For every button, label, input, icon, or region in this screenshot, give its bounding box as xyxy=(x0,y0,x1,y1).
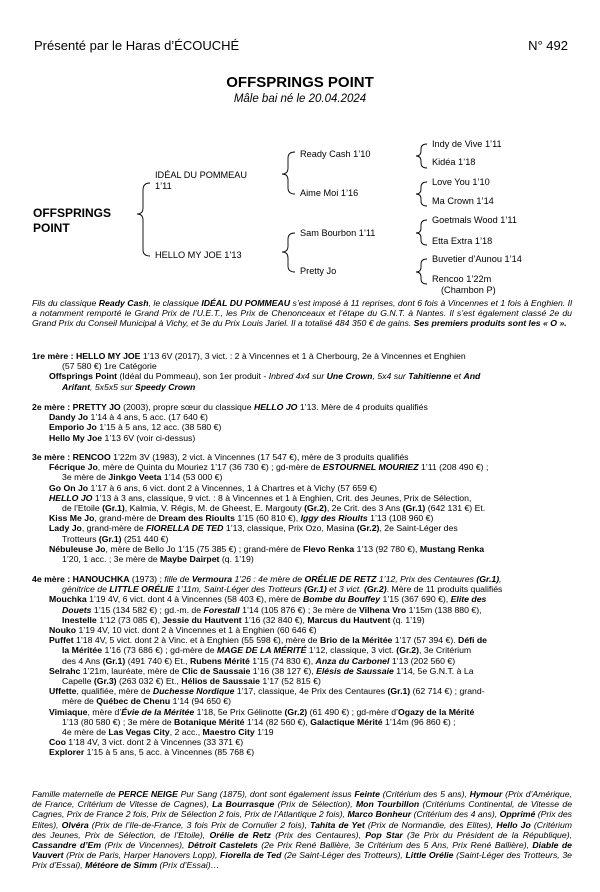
text-run: la Méritée xyxy=(62,645,103,656)
text-run: Anza du Carbonel xyxy=(315,655,390,666)
text-run: 1’13 (80 580 €) ; 3e mère de xyxy=(62,716,175,727)
produce-line xyxy=(32,493,572,503)
text-run: (251 440 €) xyxy=(121,533,169,544)
text-run: Mouchka xyxy=(49,594,87,605)
ss-dam: Kidéa 1’18 xyxy=(432,157,476,167)
text-run: , 2e Saint-Léger des xyxy=(379,523,458,534)
text-run: 1’19 4V, 10 vict. dont 2 à Vincennes et 1 à Enghien (60 646 €) xyxy=(76,625,317,636)
text-run: , 2e Crit. des 3 Ans xyxy=(326,503,403,514)
text-run: Hello My Joe xyxy=(49,432,103,443)
text-run: Ses premiers produits sont les « O ». xyxy=(413,318,567,329)
text-run: 1’21m, lauréate, mère de xyxy=(80,665,182,676)
text-run: Olvéra xyxy=(61,819,89,830)
text-run: 1’15m (138 880 €), xyxy=(406,604,482,615)
text-run: , mère de Quinta du Mouriez 1’17 (36 730 €) ; gd-mère de xyxy=(97,462,323,473)
text-run: Rubens Mérité xyxy=(190,655,250,666)
text-run: Maybe Dairpet xyxy=(160,554,220,565)
text-run: , qualifiée, mère de xyxy=(76,686,153,697)
sire-sire: Ready Cash 1’10 xyxy=(300,149,371,159)
text-run: et 3 vict. xyxy=(326,584,364,595)
text-run: (q. 1’19) xyxy=(219,554,254,565)
text-run: 1’11 (208 490 €) ; xyxy=(418,462,489,473)
horse-name-line2: POINT xyxy=(33,221,70,235)
dd-dam-note: (Chambon P) xyxy=(441,284,496,295)
dam-heading-line xyxy=(32,402,572,412)
text-run: (Gr.2) xyxy=(356,523,380,534)
text-run: Emporio Jo xyxy=(49,422,97,433)
text-run: 1’12, classique, 3 vict. xyxy=(306,645,397,656)
horse-subtitle: Mâle bai né le 20.04.2024 xyxy=(233,93,367,105)
text-run: 1’14, 5e G.N.T. à La xyxy=(393,665,474,676)
text-run: 1’22m 3V (1983), 2 vict. à Vincennes (17 547 €), mère de 3 produits qualifiés xyxy=(110,452,409,462)
produce-line xyxy=(32,717,572,727)
produce-line xyxy=(32,707,572,717)
text-run: Ogazy de la Mérité xyxy=(398,706,475,717)
text-run: 1’18 4V, 5 vict. dont 2 à Vinc. et à Enghien (55 598 €), mère de xyxy=(73,635,320,646)
text-run: Iggy des Rioults xyxy=(300,513,368,524)
text-run: (Prix de Paris, Harper Hanovers Lopp), xyxy=(63,850,221,861)
text-run: Vimiaque xyxy=(49,706,88,717)
text-run: Hello Jo xyxy=(496,819,531,830)
text-run: 1’13 6V (voir ci-dessus) xyxy=(102,432,196,443)
produce-line xyxy=(32,462,572,472)
text-run: 1’14 (105 876 €) ; 3e mère de xyxy=(239,604,360,615)
produce-line xyxy=(32,737,572,747)
text-run: (Gr.2) xyxy=(284,706,308,717)
text-run: (Gr.2) xyxy=(304,503,327,514)
text-run: Opprimé xyxy=(499,809,536,820)
text-run: Douets xyxy=(62,604,92,615)
text-run: Selrahc xyxy=(49,665,81,676)
text-run: Fécrique Jo xyxy=(49,462,98,473)
text-run: 1’13 à 3 ans, classique, 9 vict. : 8 à Vincennes et 1 à Enghien, Crit. des Jeunes, Prix de Sélection, xyxy=(92,492,472,503)
text-run: 1’13 (108 960 €) xyxy=(367,513,434,524)
text-run: Jessie du Hautvent xyxy=(162,614,242,625)
text-run: Dandy Jo xyxy=(49,412,89,423)
text-run: Ready Cash xyxy=(98,298,149,308)
text-run: Diable de Vauvert xyxy=(32,840,572,861)
text-run: 1’16 (32 840 €), xyxy=(241,614,308,625)
produce-line xyxy=(32,412,572,422)
pedigree-chart xyxy=(0,0,600,300)
produce-line xyxy=(32,544,572,554)
text-run: Go On Jo xyxy=(49,482,89,493)
text-run: Capelle xyxy=(62,676,94,687)
text-run: Une Crown xyxy=(326,371,373,382)
text-run: Bombe du Bouffey xyxy=(303,594,381,605)
produce-line xyxy=(32,696,572,706)
text-run: HELLO JO xyxy=(49,492,93,503)
text-run: s’est imposé à 11 reprises, dont 6 fois à Vincennes et 1 fois à Enghien. Il a notamment remporté le Grand Prix de l’U.E.T., les Prix de Chenonceaux et l’étape du G.N.T. à Nantes. Il s’est également classé 2e du Grand Prix du Conseil Municipal à Vichy, et 3e du Prix Louis Jariel. Il a totalisé 484 350 € de gains. xyxy=(32,298,573,329)
text-run: (Gr.1) xyxy=(476,574,500,584)
dam-sire: Sam Bourbon 1’11 xyxy=(300,228,376,238)
sire xyxy=(155,170,247,191)
text-run: 4e mère : HANOUCHKA xyxy=(32,574,130,584)
text-run: La Bourrasque xyxy=(212,799,275,810)
dam: HELLO MY JOE 1’13 xyxy=(155,250,242,260)
text-run: Elite des xyxy=(450,594,487,605)
text-run: (2003), propre sœur du classique xyxy=(120,402,254,412)
produce-line xyxy=(32,645,572,655)
text-run: (Gr.2) xyxy=(396,645,419,656)
produce-line xyxy=(32,727,572,737)
text-run: (491 740 €) Et., xyxy=(125,655,190,666)
produce-line xyxy=(32,686,572,696)
text-run: Fiorella de Ted xyxy=(220,850,282,861)
text-run: Tahitienne xyxy=(408,371,452,382)
produce-line xyxy=(32,433,572,443)
second-dam-section xyxy=(32,402,572,443)
text-run: (Gr.1) xyxy=(102,503,125,514)
produce-line xyxy=(32,513,572,523)
text-run: , grand-mère de xyxy=(81,523,147,534)
text-run: 3e mère : RENCOO xyxy=(32,452,111,462)
presenter-label: Présenté par le Haras d’ÉCOUCHÉ xyxy=(34,38,240,53)
text-run: Orélie de Retz xyxy=(209,829,272,840)
text-run: 1’14m (96 860 €) ; xyxy=(382,716,456,727)
text-run: Kiss Me Jo xyxy=(49,513,95,524)
text-run: 1’13 6V (2017), 3 vict. : 2 à Vincennes et 1 à Cherbourg, 2e à Vincennes et Enghien xyxy=(140,351,466,361)
maternal-family-paragraph xyxy=(32,789,572,871)
text-run: (Prix d’Essai)… xyxy=(157,860,220,871)
dd-sire: Buvetier d’Aunou 1’14 xyxy=(432,254,522,264)
pedigree-horse-name xyxy=(33,206,111,236)
text-run: (2e Prix René Ballière, 3e Critérium des 5 Ans, Prix René Ballière), xyxy=(257,840,533,851)
produce-line xyxy=(32,523,572,533)
dd-dam xyxy=(432,274,496,295)
text-run: , xyxy=(499,574,502,584)
text-run: 1’12, Prix des Centaures xyxy=(376,574,477,584)
text-run: (62 714 €) ; grand- xyxy=(410,686,485,697)
text-run: Elésis de Saussaie xyxy=(316,665,394,676)
dd-dam-name: Rencoo 1’22m xyxy=(432,274,492,284)
text-run: Inbred 4x4 sur xyxy=(268,371,327,382)
text-run: Forestall xyxy=(203,604,240,615)
produce-line xyxy=(32,676,572,686)
text-run: 1’26 : 4e mère de xyxy=(232,574,305,584)
text-run: Brio de la Méritée xyxy=(319,635,393,646)
text-run: et xyxy=(451,371,464,382)
sd-dam: Ma Crown 1’14 xyxy=(432,196,494,206)
text-run: 4e mère de xyxy=(62,727,109,738)
text-run: 1’17 (57 394 €). xyxy=(392,635,459,646)
text-run: FIORELLA DE TED xyxy=(146,523,224,534)
text-run: And xyxy=(463,371,481,382)
text-run: , 2 acc., xyxy=(169,727,203,738)
text-run: 1’11m, Saint-Léger des Trotteurs xyxy=(173,584,305,595)
text-run: ORÉLIE DE RETZ xyxy=(304,574,377,584)
text-run: (Critérium des Jeunes, Prix de Sélection, de l’Etoile), xyxy=(32,819,573,840)
text-run: (Gr.1) xyxy=(402,503,426,514)
text-run: Flevo Renka xyxy=(303,543,355,554)
produce-line xyxy=(32,666,572,676)
text-run: des 4 Ans xyxy=(62,655,103,666)
produce-line xyxy=(32,503,572,513)
intro-paragraph xyxy=(32,298,572,329)
text-run: mère de xyxy=(62,696,97,707)
text-run: (61 490 €) ; gd-mère d’ xyxy=(307,706,398,717)
text-run: 1’13 (202 560 €) xyxy=(389,655,456,666)
horse-title: OFFSPRINGS POINT xyxy=(226,74,374,91)
text-run: 3e mère de xyxy=(62,472,109,483)
text-run: 1’20, 1 acc. ; 3e mère de xyxy=(62,554,161,565)
text-run: LITTLE ORÉLIE xyxy=(109,584,174,595)
text-run: Dream des Rioults xyxy=(158,513,235,524)
produce-line xyxy=(32,422,572,432)
text-run: , mère de Bello Jo 1’15 (75 385 €) ; grand-mère de xyxy=(105,543,304,554)
text-run: HELLO JO xyxy=(253,402,298,412)
text-run: 2e mère : PRETTY JO xyxy=(32,402,121,412)
text-run: Jinkgo Veeta xyxy=(108,472,162,483)
text-run: 1’15 à 5 ans, 12 acc. (38 580 €) xyxy=(96,422,222,433)
text-run: (Prix des Centaures), xyxy=(271,829,366,840)
text-run: Maestro City xyxy=(202,727,255,738)
text-run: Botanique Mérité xyxy=(174,716,245,727)
produce-line xyxy=(32,554,572,564)
text-run: 1’19 4V, 6 vict. dont 4 à Vincennes (58 403 €), mère de xyxy=(86,594,304,605)
sire-name: IDÉAL DU POMMEAU xyxy=(155,170,248,180)
text-run: (Prix de Vincennes), xyxy=(101,840,188,851)
dam-heading-line xyxy=(32,452,572,462)
text-run: (3e Prix du Président de la République), xyxy=(402,829,573,840)
produce-line xyxy=(32,635,572,645)
text-run: (Gr.3) xyxy=(93,676,117,687)
ds-sire: Goetmals Wood 1’11 xyxy=(432,215,517,225)
text-run: 1’15 (60 810 €), xyxy=(234,513,301,524)
ss-sire: Indy de Vive 1’11 xyxy=(432,139,502,149)
text-run: (642 131 €) Et. xyxy=(425,503,486,514)
text-run: (Saint-Léger des Trotteurs, 3e Prix d’Essai), xyxy=(32,850,572,871)
produce-line xyxy=(32,483,572,493)
text-run: . Mère de 11 produits qualifiés xyxy=(386,584,503,595)
produce-line xyxy=(32,656,572,666)
text-run: Marcus du Hautvent xyxy=(307,614,391,625)
produce-line xyxy=(32,747,572,757)
text-run: Clic de Saussaie xyxy=(181,665,251,676)
text-run: Inestelle xyxy=(62,614,97,625)
third-dam-section xyxy=(32,452,572,564)
text-run: Mon Tourbillon xyxy=(355,799,420,810)
text-run: (Gr.1) xyxy=(387,686,411,697)
text-run: (57 580 €) 1re Catégorie xyxy=(62,361,157,372)
text-run: Mustang Renka xyxy=(419,543,485,554)
text-run: Famille maternelle de xyxy=(32,789,119,799)
text-run: PERCE NEIGE xyxy=(118,789,178,799)
text-run: (1973) ; xyxy=(129,574,165,584)
text-run: 1’18, 5e Prix Gélinotte xyxy=(194,706,285,717)
text-run: 1’14 (82 560 €), xyxy=(244,716,311,727)
text-run: génitrice de xyxy=(62,584,110,595)
text-run: 1’13. Mère de 4 produits qualifiés xyxy=(297,402,428,412)
text-run: 1’15 à 5 ans, 5 acc. à Vincennes (85 768 €) xyxy=(84,747,255,758)
text-run: (Prix de Normandie, des Elites), xyxy=(364,819,497,830)
text-run: , 3e Critérium xyxy=(419,645,472,656)
dam-dam: Pretty Jo xyxy=(300,266,337,276)
produce-line xyxy=(32,615,572,625)
text-run: Tahita de Yet xyxy=(310,819,365,830)
text-run: 1’19 xyxy=(254,727,274,738)
text-run: Lady Jo xyxy=(49,523,82,534)
text-run: Speedy Crown xyxy=(134,381,196,392)
text-run: Cassandre d’Em xyxy=(32,840,102,851)
text-run: 1’17 (52 815 €) xyxy=(260,676,321,687)
produce-line xyxy=(32,371,572,381)
text-run: IDÉAL DU POMMEAU xyxy=(201,298,291,308)
text-run: (Prix de l’Ile-de-France, 3 fois Prix de Cornulier 2 fois), xyxy=(88,819,311,830)
text-run: Uffette xyxy=(49,686,77,697)
lot-number: N° 492 xyxy=(528,38,568,53)
text-run: Pop Star xyxy=(365,829,403,840)
text-run: 1’13, classique, Prix Ozo, Masina xyxy=(223,523,357,534)
text-run: (Critériums Continental, de Vitesse de Cagnes, Prix de France 2 fois, Prix de Sélection 2 fois, Prix de l’Atlantique 2 fois), xyxy=(32,799,573,820)
text-run: Duchesse Nordique xyxy=(152,686,235,697)
text-run: (Critérium des 5 ans), xyxy=(379,789,470,799)
sire-record: 1’11 xyxy=(155,180,172,191)
text-run: Nouko xyxy=(49,625,77,636)
ds-dam: Etta Extra 1’18 xyxy=(432,236,493,246)
text-run: (2e Saint-Léger des Trotteurs), xyxy=(281,850,406,861)
text-run: Détroit Castelets xyxy=(187,840,258,851)
text-run: 1’14 (94 650 €) xyxy=(170,696,232,707)
text-run: Vilhena Vro xyxy=(359,604,407,615)
text-run: 1’15 (367 690 €), xyxy=(380,594,451,605)
text-run: , le classique xyxy=(148,298,202,308)
fourth-dam-section xyxy=(32,574,572,758)
text-run: , grand-mère de xyxy=(94,513,159,524)
text-run: (Prix des Elites), xyxy=(32,809,572,830)
text-run: Feinte xyxy=(354,789,380,799)
text-run: MAGE DE LA MÉRITÉ xyxy=(217,645,307,656)
dam-heading-line xyxy=(32,351,572,361)
text-run: , mère d’ xyxy=(87,706,122,717)
produce-line xyxy=(32,625,572,635)
text-run: 1’14 à 4 ans, 5 acc. (17 640 €) xyxy=(88,412,208,423)
produce-line xyxy=(32,594,572,604)
produce-line xyxy=(32,361,572,371)
text-run: Défi de xyxy=(458,635,488,646)
produce-line xyxy=(32,382,572,392)
text-run: (Prix de Sélection), xyxy=(274,799,356,810)
produce-line xyxy=(32,605,572,615)
sire-dam: Aime Moi 1’16 xyxy=(300,188,359,198)
text-run: Coo xyxy=(49,737,66,748)
text-run: (Gr.1) xyxy=(98,533,122,544)
text-run: Galactique Mérité xyxy=(310,716,383,727)
text-run: (Gr.1) xyxy=(102,655,126,666)
first-dam-section xyxy=(32,351,572,392)
text-run: 1’13 (92 780 €), xyxy=(354,543,420,554)
text-run: 1’12 (73 085 €), xyxy=(96,614,163,625)
text-run: Pur Sang (1875), dont sont également issus xyxy=(177,789,355,799)
text-run: Offsprings Point xyxy=(49,371,118,382)
text-run: fille de xyxy=(164,574,192,584)
text-run: (Gr.2) xyxy=(363,584,387,595)
text-run: Puffet xyxy=(49,635,74,646)
text-run: 1’18 4V, 3 vict. dont 2 à Vincennes (33 371 €) xyxy=(65,737,244,748)
text-run: Hymour xyxy=(469,789,503,799)
horse-name-line1: OFFSPRINGS xyxy=(33,206,112,220)
text-run: 1’17 à 6 ans, 6 vict. dont 2 à Vincennes, 1 à Chartres et à Vichy (57 659 €) xyxy=(88,482,378,493)
sd-sire: Love You 1’10 xyxy=(432,177,490,187)
text-run: (Gr.1) xyxy=(304,584,327,595)
text-run: , 5x4 sur xyxy=(372,371,409,382)
produce-line xyxy=(32,584,572,594)
text-run: 1’17, classique, 4e Prix des Centaures xyxy=(234,686,388,697)
text-run: , Kalmia, V. Régis, M. de Gheest, E. Margouty xyxy=(124,503,305,514)
text-run: 1’14 (53 000 €) xyxy=(161,472,223,483)
produce-line xyxy=(32,472,572,482)
text-run: Little Orélie xyxy=(405,850,454,861)
text-run: de l’Etoile xyxy=(62,503,103,514)
text-run: Nébuleuse Jo xyxy=(49,543,106,554)
produce-line xyxy=(32,534,572,544)
text-run: Fils du classique xyxy=(32,298,99,308)
text-run: Arifant xyxy=(62,381,90,392)
text-run: (263 032 €) Et., xyxy=(116,676,182,687)
text-run: (q. 1’19) xyxy=(390,614,425,625)
text-run: ESTOURNEL MOURIEZ xyxy=(322,462,419,473)
text-run: Marco Bonheur xyxy=(347,809,412,820)
text-run: Hélios de Saussaie xyxy=(181,676,261,687)
text-run: Québec de Chenu xyxy=(96,696,171,707)
text-run: 1re mère : HELLO MY JOE xyxy=(32,351,141,361)
text-run: Météore de Simm xyxy=(85,860,158,871)
text-run: Trotteurs xyxy=(62,533,99,544)
text-run: Évie de la Méritée xyxy=(121,706,195,717)
text-run: (Critérium des 4 ans), xyxy=(411,809,500,820)
text-run: 1’16 (38 127 €), xyxy=(250,665,317,676)
text-run: Las Vegas City xyxy=(108,727,170,738)
text-run: 1’16 (73 686 €) ; gd-mère de xyxy=(102,645,218,656)
text-run: (Prix d’Amérique, de France, Critérium de Vitesse de Cagnes), xyxy=(32,789,572,810)
text-run: , 5x5x5 sur xyxy=(90,381,135,392)
dam-heading-line xyxy=(32,574,572,584)
text-run: Vermoura xyxy=(191,574,233,584)
text-run: (Idéal du Pommeau), son 1er produit - xyxy=(117,371,269,382)
text-run: 1’15 (134 582 €) ; gd.-m. de xyxy=(91,604,204,615)
text-run: Explorer xyxy=(49,747,85,758)
text-run: 1’15 (74 830 €), xyxy=(249,655,316,666)
